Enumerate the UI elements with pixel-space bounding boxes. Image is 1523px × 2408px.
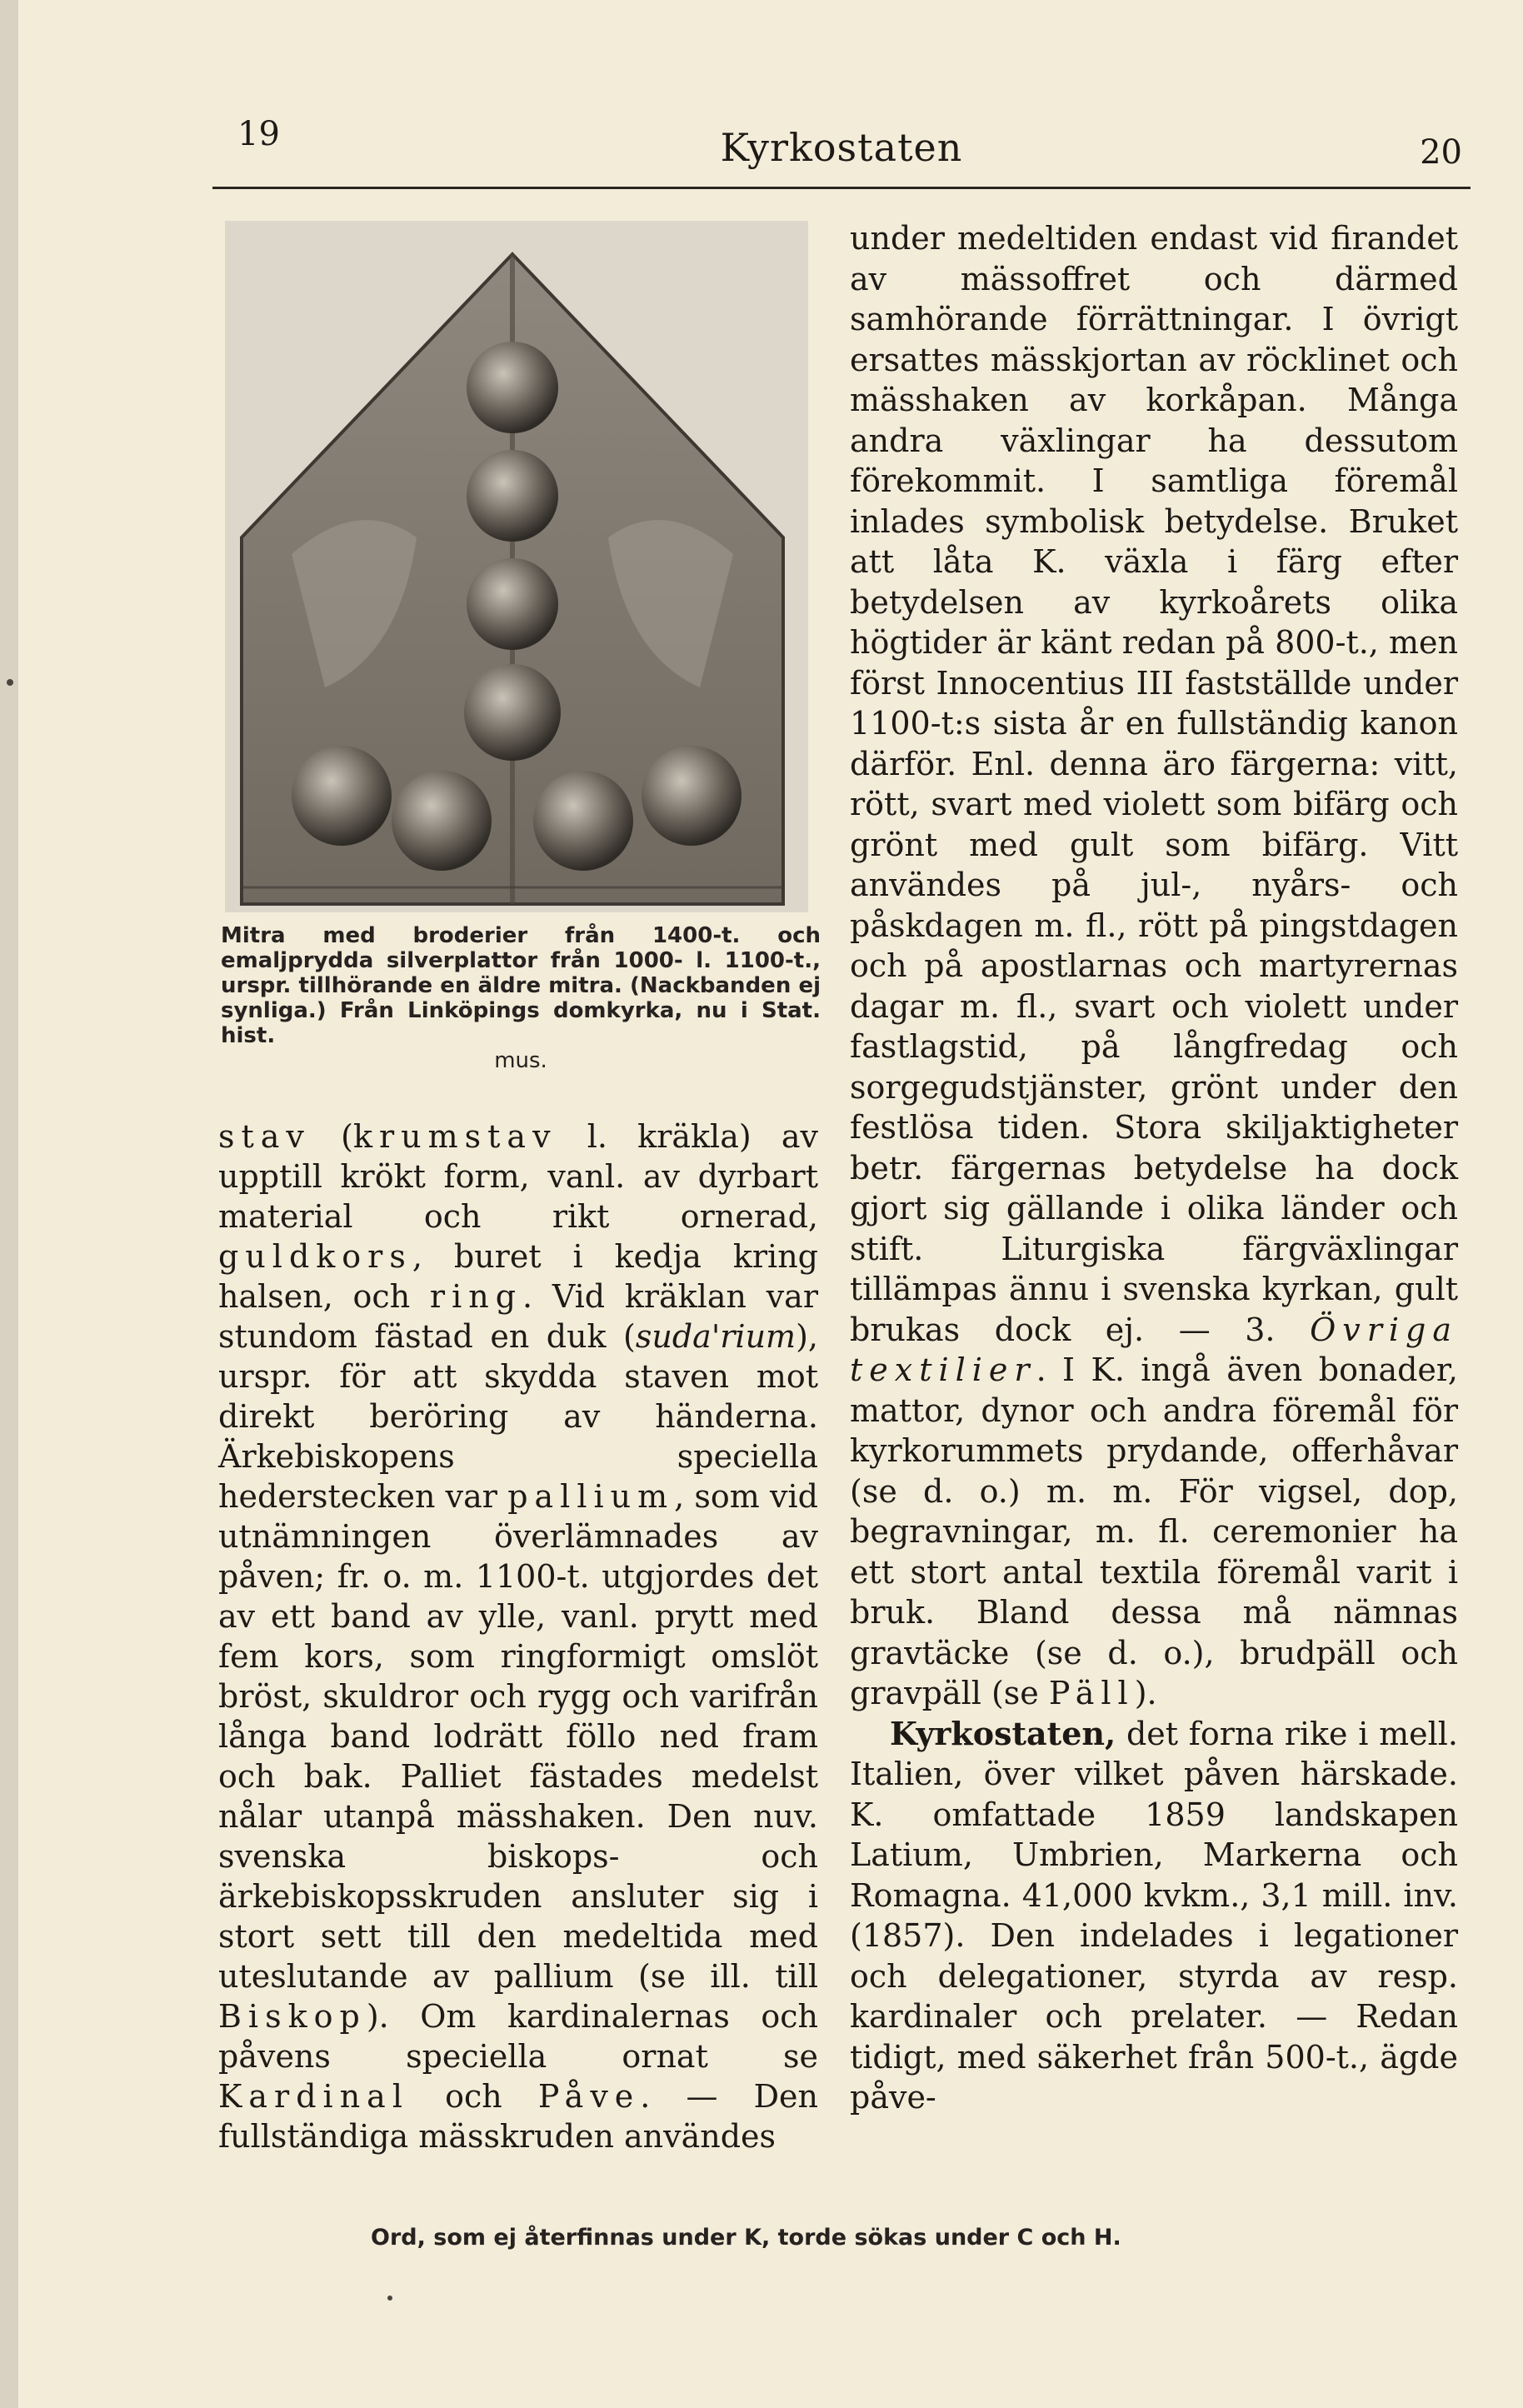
paragraph <box>850 218 1458 1714</box>
cross-reference: Päll <box>1048 1675 1135 1711</box>
enamel-plate <box>467 558 558 650</box>
spaced-term: krumstav <box>352 1118 557 1155</box>
text-run: . I K. ingå även bonader, mattor, dynor och andra föremål för kyrkorummets prydande, offerhåvar (se d. o.) m. m. För vigsel, dop, begravningar, m. fl. ceremonier ha ett stort antal textila föremål varit i bruk. Bland dessa må nämnas gravtäcke (se d. o.), brudpäll och gravpäll (se <box>850 1351 1458 1711</box>
page-number-right: 20 <box>1420 133 1462 172</box>
cross-reference: Biskop <box>218 1998 367 2035</box>
text-run: . Vid kräklan var stundom fästad en duk ( <box>218 1278 819 1355</box>
caption-last-line: mus. <box>494 1048 547 1073</box>
speck <box>387 2296 392 2301</box>
paragraph: stav (krumstav l. kräkla) av upptill krökt form, vanl. av dyrbart material och rikt ornerad, guldkors, buret i kedja kring halsen, och ring. Vid kräklan var stundom fästad en duk (suda'rium), urspr. för att skydda staven mot direkt beröring av händerna. Ärkebiskopens speciella hederstecken var pallium, som vid utnämningen överlämnades av påven; fr. o. m. 1100-t. utgjordes det av ett band av ylle, vanl. prytt med fem kors, som ringformigt omslöt bröst, skuldror och rygg och varifrån långa band lodrätt föllo ned fram och bak. Palliet fästades medelst nålar utanpå mässhaken. Den nuv. svenska biskops- och ärkebiskopsskruden ansluter sig i stort sett till den medeltida med uteslutande av pallium (se ill. till Biskop). Om kardinalernas och påvens speciella ornat se Kardinal och Påve. — Den fullständiga mässkruden användes <box>218 1118 819 2155</box>
cross-reference: Påve <box>537 2078 641 2115</box>
page-number-left: 19 <box>237 115 280 153</box>
enamel-plate <box>467 342 558 433</box>
enamel-plate <box>642 746 742 846</box>
enamel-plate <box>533 771 633 871</box>
text-run: och <box>408 2078 538 2115</box>
text-run: under medeltiden endast vid firandet av mässoffret och därmed samhörande förrättningar. I övrigt ersattes mässkjortan av röcklinet och mässhaken av korkåpan. Många andra växlingar ha dessutom förekommit. I samtliga föremål inlades symbolisk betydelse. Bruket att låta K. växla i färg efter betydelsen av kyrkoårets olika högtider är känt redan på 800-t., men först Innocentius III fastställde under 1100-t:s sista år en fullständig kanon därför. Enl. denna äro färgerna: vitt, rött, svart med violett som bifärg och grönt med gult som bifärg. Vitt användes på jul-, nyårs- och påskdagen m. fl., rött på pingstdagen och på apostlarnas och martyrernas dagar m. fl., svart och violett under fastlagstid, på långfredag och sorgegudstjänster, grönt under den festlösa tiden. Stora skiljaktigheter betr. färgernas betydelse ha dock gjort sig gällande i olika länder och stift. Liturgiska färgväxlingar tillämpas ännu i svenska kyrkan, gult brukas dock ej. — 3. <box>850 220 1458 1348</box>
spaced-term: pallium <box>507 1478 675 1515</box>
right-column <box>850 218 1458 2118</box>
text-run: , som vid utnämningen överlämnades av påven; fr. o. m. 1100-t. utgjordes det av ett band av ylle, vanl. prytt med fem kors, som ringformigt omslöt bröst, skuldror och rygg och varifrån långa band lodrätt föllo ned fram och bak. Palliet fästades medelst nålar utanpå mässhaken. Den nuv. svenska biskops- och ärkebiskopsskruden ansluter sig i stort sett till den medeltida med uteslutande av pallium (se ill. till <box>218 1478 818 1995</box>
speck <box>7 679 13 686</box>
mitre-image <box>225 221 808 912</box>
mitre-illustration <box>225 221 808 912</box>
entry-paragraph <box>850 1714 1458 2118</box>
page-edge <box>0 0 18 2408</box>
enamel-plate <box>292 746 392 846</box>
text-run: l. kräkla) av upptill krökt form, vanl. av dyrbart material och rikt ornerad, <box>218 1118 818 1235</box>
spaced-term: ring <box>429 1278 523 1315</box>
spaced-term: stav <box>218 1118 311 1155</box>
figure-caption <box>221 923 821 1073</box>
running-header <box>212 108 1471 183</box>
text-run: , buret i kedja kring halsen, och <box>218 1238 818 1315</box>
text-run: ). Om kardinalernas och påvens speciella ornat se <box>218 1998 818 2075</box>
text-run: det forna rike i mell. Italien, över vilket påven härskade. K. omfattade 1859 landskapen Latium, Umbrien, Markerna och Romagna. 41,000 kvkm., 3,1 mill. inv. (1857). Den indelades i legationer och delegationer, styrda av resp. kardinaler och prelater. — Redan tidigt, med säkerhet från 500-t., ägde påve- <box>850 1715 1458 2116</box>
cross-reference: Kardinal <box>218 2078 409 2115</box>
spaced-term: guldkors <box>218 1238 412 1275</box>
spaced-term: Övriga textilier <box>850 1311 1458 1388</box>
text-run: ), urspr. för att skydda staven mot direkt beröring av händerna. Ärkebiskopens speciella hederstecken var <box>218 1318 818 1515</box>
enamel-plate <box>467 450 558 542</box>
enamel-plate <box>464 664 561 761</box>
footnote: Ord, som ej återfinnas under K, torde sökas under C och H. <box>371 2225 1121 2251</box>
italic-term: suda'rium <box>635 1318 796 1355</box>
running-title: Kyrkostaten <box>720 125 963 170</box>
text-run: . — Den fullständiga mässkruden användes <box>218 2078 818 2155</box>
enamel-plate <box>392 771 492 871</box>
text-run: ). <box>1134 1675 1157 1711</box>
header-rule <box>212 187 1471 189</box>
entry-headword: Kyrkostaten, <box>890 1714 1116 1752</box>
left-column <box>218 1117 818 2156</box>
caption-text: Mitra med broderier från 1400-t. och emaljprydda silverplattor från 1000- l. 1100-t., urspr. tillhörande en äldre mitra. (Nackbanden ej synliga.) Från Linköpings domkyrka, nu i Stat. hist. <box>221 923 821 1048</box>
